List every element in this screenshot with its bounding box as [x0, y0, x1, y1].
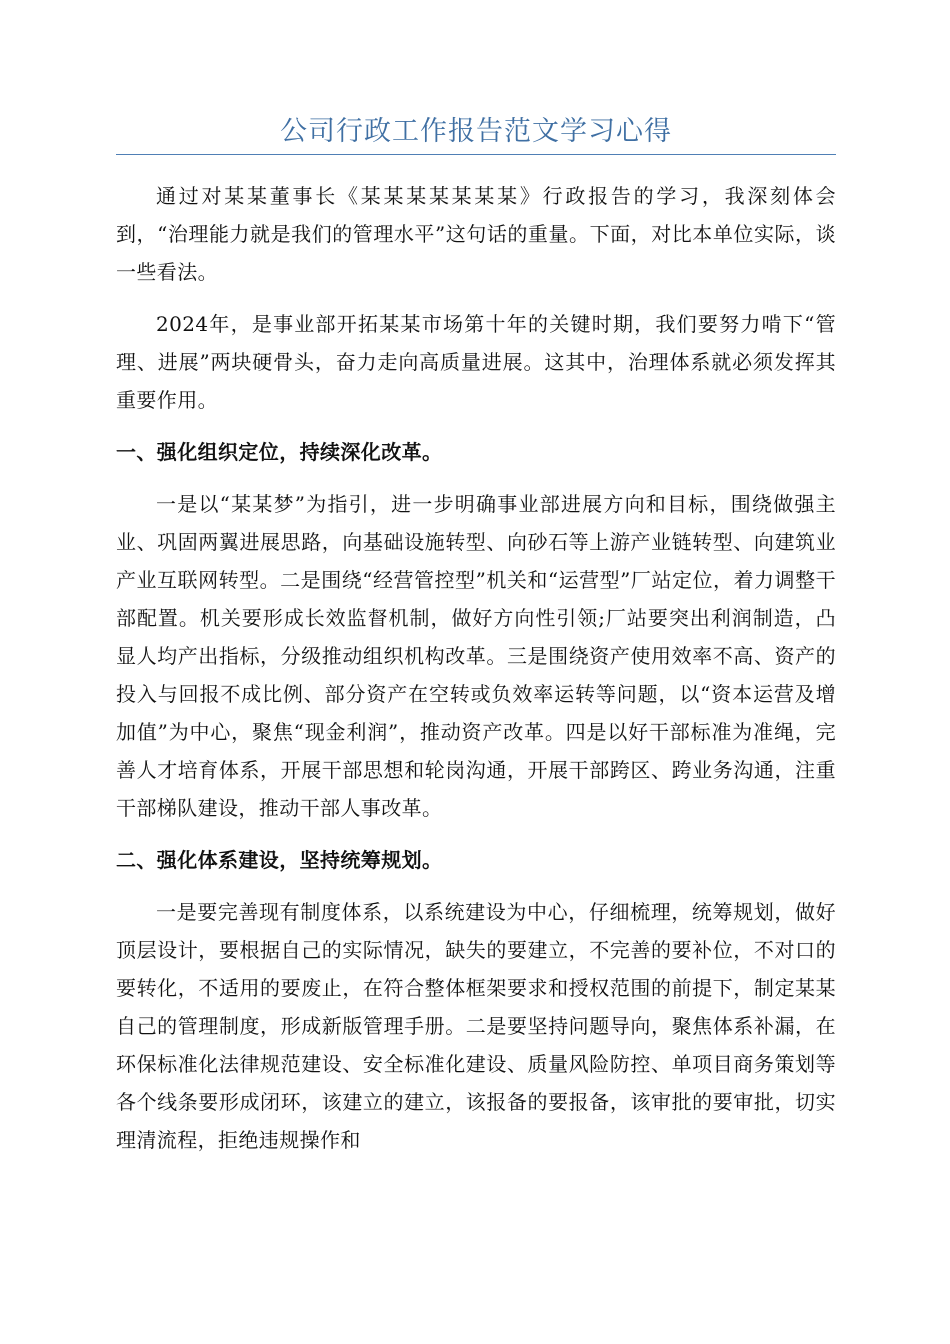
section-heading-2: 二、强化体系建设，坚持统筹规划。 — [116, 848, 443, 872]
section-heading-1: 一、强化组织定位，持续深化改革。 — [116, 440, 443, 464]
document-page — [116, 0, 836, 1159]
document-body — [116, 177, 836, 1159]
section-paragraph-1: 一是以“某某梦”为指引，进一步明确事业部进展方向和目标，围绕做强主业、巩固两翼进展思路，向基础设施转型、向砂石等上游产业链转型、向建筑业产业互联网转型。二是围绕“经营管控型”机关和“运营型”厂站定位，着力调整干部配置。机关要形成长效监督机制，做好方向性引领;厂站要突出利润制造，凸显人均产出指标，分级推动组织机构改革。三是围绕资产使用效率不高、资产的投入与回报不成比例、部分资产在空转或负效率运转等问题，以“资本运营及增加值”为中心，聚焦“现金利润”，推动资产改革。四是以好干部标准为准绳，完善人才培育体系，开展干部思想和轮岗沟通，开展干部跨区、跨业务沟通，注重干部梯队建设，推动干部人事改革。 — [116, 492, 836, 820]
intro-paragraph-1: 通过对某某董事长《某某某某某某某》行政报告的学习，我深刻体会到，“治理能力就是我们的管理水平”这句话的重量。下面，对比本单位实际，谈一些看法。 — [116, 184, 836, 284]
section-paragraph-2: 一是要完善现有制度体系，以系统建设为中心，仔细梳理，统筹规划，做好顶层设计，要根据自己的实际情况，缺失的要建立，不完善的要补位，不对口的要转化，不适用的要废止，在符合整体框架要求和授权范围的前提下，制定某某自己的管理制度，形成新版管理手册。二是要坚持问题导向，聚焦体系补漏，在环保标准化法律规范建设、安全标准化建设、质量风险防控、单项目商务策划等各个线条要形成闭环，该建立的建立，该报备的要报备，该审批的要审批，切实理清流程，拒绝违规操作和 — [116, 900, 836, 1152]
document-title: 公司行政工作报告范文学习心得 — [280, 116, 672, 147]
intro-paragraph-2: 2024年，是事业部开拓某某市场第十年的关键时期，我们要努力啃下“管理、进展”两块硬骨头，奋力走向高质量进展。这其中，治理体系就必须发挥其重要作用。 — [116, 312, 836, 412]
title-underline-divider — [116, 154, 836, 155]
